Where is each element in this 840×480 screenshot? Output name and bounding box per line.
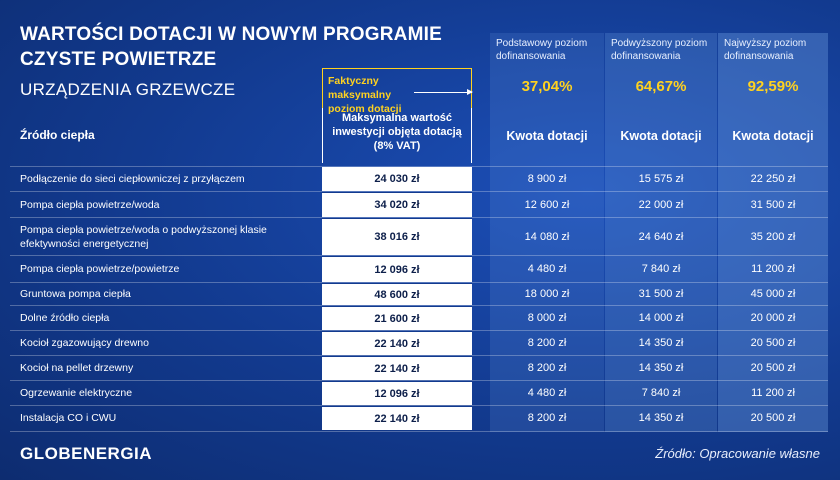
row-amount-increased: 14 350 zł	[638, 362, 684, 374]
row-amount-highest: 45 000 zł	[750, 288, 796, 300]
row-amount-increased: 22 000 zł	[638, 198, 684, 211]
row-max-investment: 21 600 zł	[322, 306, 472, 330]
row-amount-basic: 8 900 zł	[527, 173, 567, 185]
row-source-name: Pompa ciepła powietrze/powietrze	[20, 263, 180, 275]
row-source-name: Pompa ciepła powietrze/woda o podwyższonej klasie efektywności energetycznej	[20, 223, 267, 250]
row-amount-increased: 15 575 zł	[638, 173, 684, 185]
row-max-investment: 22 140 zł	[322, 331, 472, 355]
table-row	[0, 167, 840, 191]
page-subtitle: URZĄDZENIA GRZEWCZE	[20, 80, 236, 99]
level-percent-increased: 64,67%	[635, 78, 687, 95]
row-source-name: Dolne źródło ciepła	[20, 312, 110, 324]
row-amount-highest: 11 200 zł	[751, 263, 795, 275]
row-max-investment: 48 600 zł	[322, 283, 472, 305]
row-amount-highest: 31 500 zł	[750, 198, 796, 211]
table-row	[0, 256, 840, 282]
row-source-name: Pompa ciepła powietrze/woda	[20, 198, 160, 211]
globenergia-logo: GLOBENERGIA	[20, 444, 153, 463]
table-row	[0, 331, 840, 355]
table-row	[0, 356, 840, 380]
row-source-name: Kocioł zgazowujący drewno	[20, 337, 149, 349]
row-max-investment: 34 020 zł	[322, 192, 472, 217]
row-max-investment: 12 096 zł	[322, 381, 472, 405]
row-amount-basic: 12 600 zł	[524, 198, 570, 211]
table-row	[0, 381, 840, 405]
row-max-investment: 38 016 zł	[322, 218, 472, 255]
row-amount-basic: 18 000 zł	[524, 288, 570, 300]
row-source-name: Podłączenie do sieci ciepłowniczej z przyłączem	[20, 173, 245, 185]
level-label-basic: Podstawowy poziom dofinansowania	[496, 38, 588, 62]
row-source-name: Kocioł na pellet drzewny	[20, 362, 134, 374]
row-max-investment: 22 140 zł	[322, 406, 472, 430]
header-amount-increased: Kwota dotacji	[620, 129, 702, 143]
level-label-increased: Podwyższony poziom dofinansowania	[611, 38, 708, 62]
row-amount-highest: 20 500 zł	[750, 362, 796, 374]
row-amount-highest: 22 250 zł	[750, 173, 796, 185]
row-amount-highest: 20 500 zł	[750, 337, 796, 349]
row-amount-highest: 20 000 zł	[750, 312, 796, 324]
level-label-highest: Najwyższy poziom dofinansowania	[724, 38, 807, 62]
arrow-right-icon	[414, 92, 472, 93]
table-row	[0, 406, 840, 430]
row-amount-basic: 8 200 zł	[527, 412, 567, 424]
table-row	[0, 283, 840, 305]
row-amount-basic: 8 200 zł	[527, 362, 567, 374]
row-amount-highest: 35 200 zł	[750, 230, 796, 243]
row-source-name: Gruntowa pompa ciepła	[20, 288, 131, 300]
row-amount-basic: 14 080 zł	[524, 230, 570, 243]
row-amount-increased: 31 500 zł	[638, 288, 684, 300]
header-amount-basic: Kwota dotacji	[506, 129, 588, 143]
row-amount-increased: 14 000 zł	[638, 312, 684, 324]
level-percent-highest: 92,59%	[747, 78, 799, 95]
row-amount-increased: 14 350 zł	[638, 412, 684, 424]
row-source-name: Ogrzewanie elektryczne	[20, 387, 133, 399]
header-max-investment: Maksymalna wartość inwestycji objęta dotacją (8% VAT)	[322, 108, 472, 163]
table-row	[0, 218, 840, 255]
max-level-label-text: Faktyczny maksymalny poziom dotacji	[328, 75, 402, 115]
row-amount-basic: 4 480 zł	[527, 387, 567, 399]
table-row	[0, 192, 840, 217]
row-amount-basic: 4 480 zł	[527, 263, 567, 275]
row-max-investment: 22 140 zł	[322, 356, 472, 380]
row-amount-basic: 8 200 zł	[527, 337, 567, 349]
row-amount-increased: 7 840 zł	[641, 387, 681, 399]
header-source: Źródło ciepła	[20, 128, 95, 142]
header-amount-highest: Kwota dotacji	[732, 129, 814, 143]
row-max-investment: 24 030 zł	[322, 167, 472, 191]
row-max-investment: 12 096 zł	[322, 256, 472, 282]
source-note: Źródło: Opracowanie własne	[655, 446, 820, 461]
row-amount-increased: 14 350 zł	[638, 337, 684, 349]
max-level-label	[322, 68, 472, 115]
row-amount-highest: 11 200 zł	[751, 387, 795, 399]
table-row	[0, 306, 840, 330]
row-amount-increased: 7 840 zł	[641, 263, 681, 275]
row-divider	[10, 431, 828, 432]
page-title: WARTOŚCI DOTACJI W NOWYM PROGRAMIE CZYSTE POWIETRZE	[20, 24, 442, 70]
row-amount-highest: 20 500 zł	[750, 412, 796, 424]
row-amount-increased: 24 640 zł	[638, 230, 684, 243]
row-amount-basic: 8 000 zł	[527, 312, 567, 324]
row-source-name: Instalacja CO i CWU	[20, 412, 117, 424]
level-percent-basic: 37,04%	[521, 78, 573, 95]
